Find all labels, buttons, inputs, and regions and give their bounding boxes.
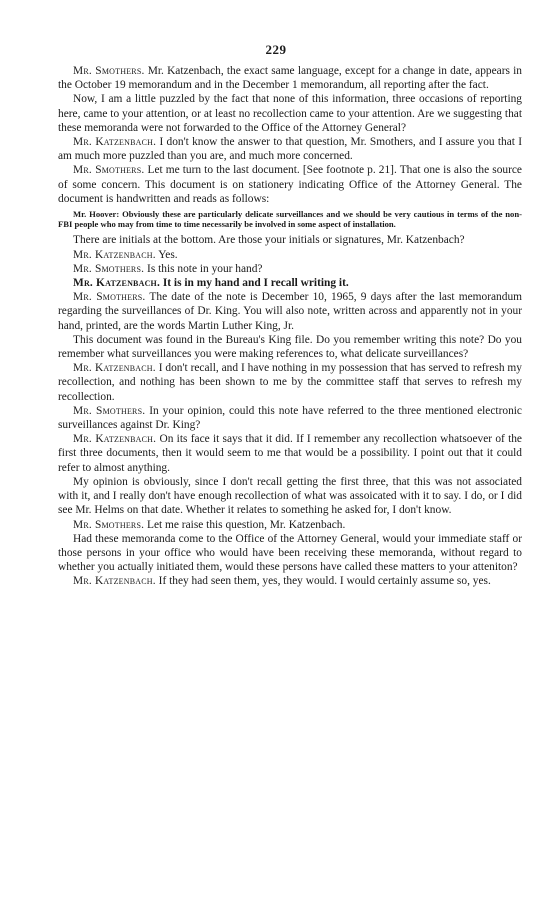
paragraph [58,475,522,518]
paragraph-text: I don't recall, and I have nothing in my possession that has served to refresh my recollection, and nothing has been shown to me by the committee staff that serves to refresh my recollection. [58,362,522,403]
paragraph-text: Is this note in your hand? [144,262,263,275]
paragraph [58,163,522,206]
speaker-name: Mr. Smothers. [73,164,145,177]
paragraph-text: Now, I am a little puzzled by the fact that none of this information, three occasions of reporting here, came to your attention, or at least no recollection came to your attention. Are we suggesting that these memoranda were not forwarded to the Office of the Attorney General? [58,93,522,134]
transcript-body [58,64,522,589]
paragraph-text: Yes. [155,248,178,261]
paragraph [58,248,522,262]
paragraph [58,404,522,432]
paragraph-text: There are initials at the bottom. Are those your initials or signatures, Mr. Katzenbach? [73,234,465,247]
paragraph [58,262,522,276]
speaker-name: Mr. Smothers. [73,518,145,531]
speaker-name: Mr. Smothers. [73,404,146,417]
paragraph [58,432,522,475]
paragraph [58,64,522,92]
paragraph-text: Mr. Katzenbach, the exact same language, except for a change in date, appears in the October 19 memorandum and in the December 1 memorandum, all reporting after the fact. [58,65,522,92]
paragraph [58,333,522,361]
paragraph [58,532,522,575]
paragraph [58,290,522,333]
paragraph [58,276,522,290]
page-number: 229 [265,42,287,57]
paragraph-text: This document was found in the Bureau's King file. Do you remember writing this note? Do you remember what surveillances you were making references to, what delicate surveillances? [58,333,522,361]
paragraph-text: I don't know the answer to that question, Mr. Smothers, and I assure you that I am much more puzzled than you are, and much more concerned. [58,136,522,163]
paragraph-text: Let me turn to the last document. [See footnote p. 21]. That one is also the source of some concern. This document is on stationery indicating Office of the Attorney General. The document is handwritten and reads as follows: [58,164,522,205]
paragraph [58,361,522,404]
speaker-name: Mr. Katzenbach. [73,248,156,261]
speaker-name: Mr. Katzenbach. [73,362,156,375]
handwritten-note-quote: Mr. Hoover: Obviously these are particularly delicate surveillances and we should be very cautious in terms of the non-FBI people who may from time to time necessarily be involved in some aspect of installation. [58,209,522,230]
paragraph-text: Had these memoranda come to the Office of the Attorney General, would your immediate staff or those persons in your office who would have been receiving these memoranda, without regard to whether you actually initiated them, would these persons have called these matters to your atteniton? [58,532,522,574]
paragraph-text: Let me raise this question, Mr. Katzenbach. [144,518,346,531]
paragraph-text: If they had seen them, yes, they would. I would certainly assume so, yes. [155,575,491,588]
paragraph [58,92,522,135]
speaker-name: Mr. Smothers. [73,65,145,77]
paragraph [58,233,522,247]
speaker-name: Mr. Katzenbach. [73,136,157,149]
speaker-name: Mr. Katzenbach. [73,575,156,588]
speaker-name: Mr. Katzenbach. [73,433,157,446]
paragraph [58,518,522,532]
paragraph [58,574,522,588]
paragraph-text: In your opinion, could this note have referred to the three mentioned electronic surveillances against Dr. King? [58,404,522,432]
speaker-name: Mr. Smothers. [73,262,145,275]
speaker-name: Mr. Katzenbach. [73,277,161,290]
paragraph-text: My opinion is obviously, since I don't recall getting the first three, that this was not associated with it, and I really don't have enough recollection of what was assoicated with it to say. I do, or I did see Mr. Helms on that date. Whether it relates to something he asked for, I don't know. [58,475,522,517]
speaker-name: Mr. Smothers. [73,291,146,304]
paragraph-text: The date of the note is December 10, 1965, 9 days after the last memorandum regarding the surveillances of Dr. King. You will also note, written across and apparently not in your hand, printed, are the words Martin Luther King, Jr. [58,291,523,332]
paragraph-text: On its face it says that it did. If I remember any recollection whatsoever of the first three documents, then it would seem to me that would be a possibility. I point out that it could refer to almost anything. [58,433,522,474]
paragraph-text: It is in my hand and I recall writing it. [160,277,349,290]
paragraph [58,135,522,163]
